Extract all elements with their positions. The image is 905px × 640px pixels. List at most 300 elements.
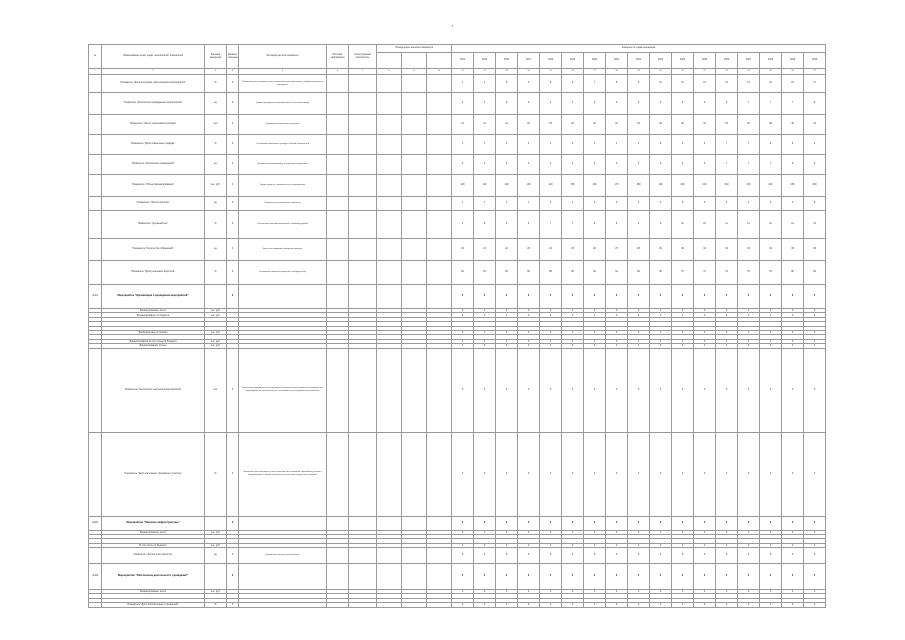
row-plan-value: [377, 115, 402, 135]
row-plan-value: [402, 135, 427, 155]
row-year-value: 0: [584, 548, 606, 564]
row-year-value: 25: [562, 239, 584, 261]
row-year-value: 0: [804, 313, 826, 317]
row-year-value: 0: [694, 348, 716, 432]
row-year-value: 2: [606, 197, 628, 211]
row-year-value: 0: [452, 590, 474, 594]
row-year-value: 34: [760, 239, 782, 261]
row-year-value: 0: [496, 309, 518, 313]
row-year-value: 4: [760, 197, 782, 211]
row-year-value: 0: [672, 530, 694, 534]
indicator-row: [89, 239, 826, 261]
row-source: [327, 75, 349, 93]
row-year-value: 0: [540, 590, 562, 594]
row-year-value: 0: [672, 564, 694, 590]
col-base-header: Базовое значение: [227, 45, 239, 69]
row-year-value: 0: [804, 543, 826, 547]
column-number: 5: [239, 69, 327, 75]
row-year-value: 11: [672, 75, 694, 93]
row-year-value: 0: [584, 603, 606, 607]
row-year-value: 3: [496, 75, 518, 93]
row-year-value: 62: [584, 261, 606, 285]
row-year-value: 0: [716, 348, 738, 432]
row-unit: тыс. руб.: [205, 344, 227, 348]
row-year-value: 7: [760, 93, 782, 115]
row-plan-value: [427, 516, 452, 530]
row-plan-value: [402, 261, 427, 285]
row-year-value: 0: [496, 330, 518, 334]
row-year-value: 0: [518, 564, 540, 590]
row-year-value: 0: [452, 564, 474, 590]
row-source: [327, 432, 349, 516]
indicator-row: [89, 348, 826, 432]
row-year-value: 2: [474, 93, 496, 115]
row-year-value: 26: [584, 239, 606, 261]
row-year-value: 6: [672, 155, 694, 175]
row-year-value: 0: [584, 285, 606, 309]
row-name: Показатель "Количество участников мероприятий": [102, 348, 205, 432]
row-year-value: 0: [518, 590, 540, 594]
row-year-value: 0: [540, 285, 562, 309]
row-year-value: 0: [496, 344, 518, 348]
row-year-value: 0: [782, 313, 804, 317]
row-executor: [349, 115, 377, 135]
row-year-value: 190: [650, 175, 672, 197]
row-year-value: 0: [628, 309, 650, 313]
row-year-value: 0: [760, 432, 782, 516]
row-plan-value: [402, 285, 427, 309]
row-plan-value: [377, 432, 402, 516]
row-source: [327, 516, 349, 530]
col-name-header: Наименование целей, задач, мероприятий, показателей: [102, 45, 205, 69]
row-year-value: 0: [694, 432, 716, 516]
row-plan-value: [377, 285, 402, 309]
row-base: 0: [227, 285, 239, 309]
row-year-value: 0: [782, 543, 804, 547]
row-year-value: 0: [540, 564, 562, 590]
row-base: 0: [227, 135, 239, 155]
row-unit: %: [205, 261, 227, 285]
indicator-row: [89, 135, 826, 155]
indicator-row: [89, 197, 826, 211]
row-year-value: 0: [518, 348, 540, 432]
column-number: 4: [227, 69, 239, 75]
row-executor: [349, 155, 377, 175]
row-year-value: 0: [760, 344, 782, 348]
row-year-value: 74: [716, 261, 738, 285]
row-year-value: 0: [716, 344, 738, 348]
row-executor: [349, 93, 377, 115]
row-unit: тыс. руб.: [205, 175, 227, 197]
row-plan-value: [402, 564, 427, 590]
row-year-value: 0: [694, 516, 716, 530]
year-header: 2025: [694, 53, 716, 69]
row-method: Показатель определяется как суммарное количество участников всех проведенных мероприятий за отчетный год на основании отчетных данных исполнителей: [239, 348, 327, 432]
row-name: Показатель "Объем финансирования": [102, 175, 205, 197]
row-year-value: 10: [452, 115, 474, 135]
row-number: [89, 197, 102, 211]
row-number: [89, 175, 102, 197]
row-year-value: 0: [606, 564, 628, 590]
row-year-value: 0: [804, 516, 826, 530]
row-year-value: 0: [540, 339, 562, 343]
row-year-value: 8: [804, 93, 826, 115]
row-year-value: 0: [496, 590, 518, 594]
row-name: Показатель "Количество проведенных мероприятий": [102, 93, 205, 115]
row-year-value: 3: [694, 197, 716, 211]
row-year-value: 0: [738, 432, 760, 516]
column-number: 26: [782, 69, 804, 75]
row-year-value: 0: [804, 330, 826, 334]
row-year-value: 0: [782, 516, 804, 530]
row-year-value: 0: [628, 530, 650, 534]
row-year-value: 6: [562, 75, 584, 93]
row-plan-value: [402, 516, 427, 530]
row-year-value: 4: [716, 197, 738, 211]
row-year-value: 0: [804, 530, 826, 534]
row-year-value: 0: [672, 309, 694, 313]
row-year-value: 0: [606, 543, 628, 547]
row-unit: тыс. руб.: [205, 330, 227, 334]
row-name: Внебюджетные источники: [102, 330, 205, 334]
row-year-value: 5: [584, 155, 606, 175]
indicator-row: [89, 93, 826, 115]
row-number: [89, 75, 102, 93]
row-year-value: 0: [694, 309, 716, 313]
col-years-group-header: Значение по годам реализации: [452, 45, 826, 53]
row-year-value: 0: [738, 344, 760, 348]
year-header: 2024: [672, 53, 694, 69]
row-unit: ед.: [205, 548, 227, 564]
row-year-value: 5: [628, 155, 650, 175]
row-year-value: 0: [584, 432, 606, 516]
row-year-value: 0: [782, 590, 804, 594]
row-year-value: 0: [738, 590, 760, 594]
row-plan-value: [377, 348, 402, 432]
row-plan-value: [377, 93, 402, 115]
row-year-value: 0: [540, 313, 562, 317]
row-name: Показатель "Количество организаций": [102, 155, 205, 175]
row-source: [327, 197, 349, 211]
row-year-value: 0: [716, 530, 738, 534]
year-header: 2020: [584, 53, 606, 69]
row-unit: ед.: [205, 93, 227, 115]
row-year-value: 0: [584, 530, 606, 534]
row-year-value: 0: [782, 564, 804, 590]
row-plan-value: [377, 75, 402, 93]
row-number: [89, 93, 102, 115]
year-header: 2021: [606, 53, 628, 69]
finance-row: [89, 603, 826, 607]
row-year-value: 34: [716, 115, 738, 135]
year-header: 2016: [496, 53, 518, 69]
row-year-value: 5: [606, 93, 628, 115]
row-executor: [349, 548, 377, 564]
row-year-value: 0: [716, 590, 738, 594]
row-year-value: 0: [452, 309, 474, 313]
row-year-value: 6: [694, 93, 716, 115]
row-year-value: 3: [672, 197, 694, 211]
row-number: [89, 135, 102, 155]
row-base: 0: [227, 564, 239, 590]
row-year-value: 0: [650, 543, 672, 547]
row-method: Сумма проведенных мероприятий за отчетный период: [239, 93, 327, 115]
row-executor: [349, 239, 377, 261]
row-year-value: 0: [606, 590, 628, 594]
row-executor: [349, 285, 377, 309]
row-executor: [349, 432, 377, 516]
row-year-value: 0: [562, 348, 584, 432]
row-method: Сумма средств, направленных на реализацию: [239, 175, 327, 197]
row-number: [89, 432, 102, 516]
row-base: 0: [227, 516, 239, 530]
row-year-value: 7: [760, 155, 782, 175]
row-year-value: 0: [474, 330, 496, 334]
row-year-value: 0: [562, 564, 584, 590]
row-year-value: 250: [782, 175, 804, 197]
row-year-value: 0: [518, 516, 540, 530]
row-year-value: 2: [452, 93, 474, 115]
row-year-value: 21: [474, 239, 496, 261]
row-year-value: 64: [606, 261, 628, 285]
row-unit: ед.: [205, 197, 227, 211]
year-header: 2026: [716, 53, 738, 69]
row-year-value: 20: [562, 115, 584, 135]
row-year-value: 0: [738, 285, 760, 309]
row-unit: %: [205, 75, 227, 93]
row-year-value: 0: [496, 516, 518, 530]
row-year-value: 27: [606, 239, 628, 261]
row-plan-value: [427, 175, 452, 197]
row-plan-value: [427, 197, 452, 211]
row-year-value: 54: [496, 261, 518, 285]
row-year-value: 3: [496, 155, 518, 175]
row-year-value: 230: [738, 175, 760, 197]
row-year-value: 0: [452, 313, 474, 317]
row-year-value: 24: [540, 239, 562, 261]
row-year-value: 0: [650, 309, 672, 313]
row-year-value: 0: [650, 432, 672, 516]
row-name: Показатель "Доля молодежи, вовлеченной в мероприятия": [102, 75, 205, 93]
row-year-value: 30: [672, 115, 694, 135]
year-header: 2017: [518, 53, 540, 69]
row-year-value: 0: [738, 516, 760, 530]
row-name: Мероприятие "Организация и проведение мероприятий": [102, 285, 205, 309]
row-executor: [349, 261, 377, 285]
row-year-value: 0: [540, 330, 562, 334]
row-year-value: 0: [716, 548, 738, 564]
row-year-value: 0: [518, 432, 540, 516]
row-year-value: 2: [584, 197, 606, 211]
row-year-value: 0: [716, 543, 738, 547]
row-unit: ед.: [205, 155, 227, 175]
row-year-value: 0: [496, 348, 518, 432]
row-year-value: 7: [584, 75, 606, 93]
row-plan-value: [427, 548, 452, 564]
row-method: Отношение охваченных граждан к общей численности: [239, 135, 327, 155]
row-year-value: 0: [782, 344, 804, 348]
row-year-value: 1: [474, 135, 496, 155]
row-year-value: 4: [518, 155, 540, 175]
row-year-value: 0: [716, 564, 738, 590]
row-year-value: 9: [804, 135, 826, 155]
row-year-value: 6: [672, 93, 694, 115]
row-year-value: 26: [628, 115, 650, 135]
row-year-value: 0: [606, 548, 628, 564]
row-year-value: 0: [540, 348, 562, 432]
row-name: Показатель "Доля охваченных граждан": [102, 135, 205, 155]
row-year-value: 40: [782, 115, 804, 135]
row-year-value: 120: [496, 175, 518, 197]
row-year-value: 0: [672, 543, 694, 547]
row-plan-value: [427, 564, 452, 590]
col-unit-header: Единица измерения: [205, 45, 227, 69]
row-year-value: 0: [782, 330, 804, 334]
row-number: [89, 211, 102, 239]
row-plan-value: [402, 548, 427, 564]
row-year-value: 0: [562, 603, 584, 607]
column-number: 1: [89, 69, 102, 75]
row-year-value: 0: [518, 339, 540, 343]
col-no-header: №: [89, 45, 102, 69]
row-year-value: 0: [694, 590, 716, 594]
row-year-value: 0: [628, 603, 650, 607]
row-year-value: 0: [518, 530, 540, 534]
row-year-value: 0: [694, 530, 716, 534]
row-year-value: 0: [672, 344, 694, 348]
row-year-value: 7: [540, 211, 562, 239]
row-year-value: 0: [474, 313, 496, 317]
row-unit: тыс. руб.: [205, 530, 227, 534]
row-year-value: 0: [628, 339, 650, 343]
row-plan-value: [427, 603, 452, 607]
row-year-value: 0: [760, 590, 782, 594]
row-year-value: 16: [782, 75, 804, 93]
column-number: 22: [694, 69, 716, 75]
row-year-value: 0: [760, 309, 782, 313]
row-year-value: 0: [672, 348, 694, 432]
row-plan-value: [377, 564, 402, 590]
column-number: 20: [650, 69, 672, 75]
column-number: 13: [496, 69, 518, 75]
row-year-value: 10: [694, 211, 716, 239]
row-year-value: 4: [562, 155, 584, 175]
row-year-value: 1: [474, 197, 496, 211]
row-year-value: 13: [716, 75, 738, 93]
row-year-value: 0: [760, 564, 782, 590]
row-year-value: 0: [760, 348, 782, 432]
year-header: 2019: [562, 53, 584, 69]
row-year-value: 1: [452, 75, 474, 93]
row-plan-value: [427, 211, 452, 239]
row-year-value: 110: [474, 175, 496, 197]
row-number: [89, 603, 102, 607]
row-plan-value: [427, 155, 452, 175]
row-year-value: 32: [716, 239, 738, 261]
row-name: Показатель "Доля населения, принявшего участие": [102, 432, 205, 516]
column-number: 9: [402, 69, 427, 75]
row-year-value: 0: [650, 330, 672, 334]
row-year-value: 0: [584, 313, 606, 317]
row-base: 0: [227, 175, 239, 197]
row-plan-value: [402, 239, 427, 261]
row-year-value: 0: [562, 548, 584, 564]
row-year-value: 0: [562, 543, 584, 547]
row-base: 0: [227, 603, 239, 607]
row-base: 0: [227, 348, 239, 432]
page-number: 7: [451, 24, 454, 28]
row-year-value: 5: [628, 135, 650, 155]
row-year-value: 0: [716, 313, 738, 317]
column-number: 7: [349, 69, 377, 75]
row-number: [89, 261, 102, 285]
row-year-value: 0: [452, 603, 474, 607]
row-executor: [349, 211, 377, 239]
row-unit: ед.: [205, 239, 227, 261]
row-number: 1.1.2: [89, 516, 102, 530]
row-year-value: 31: [694, 239, 716, 261]
row-year-value: 0: [606, 330, 628, 334]
row-executor: [349, 516, 377, 530]
row-plan-value: [427, 239, 452, 261]
row-year-value: 7: [738, 155, 760, 175]
row-year-value: 36: [804, 239, 826, 261]
row-name: Финансирование, всего: [102, 590, 205, 594]
row-name: Показатель "Число проектов": [102, 197, 205, 211]
row-year-value: 0: [606, 603, 628, 607]
row-plan-value: [377, 603, 402, 607]
row-year-value: 7: [738, 135, 760, 155]
plan-subcol-header: [377, 53, 402, 69]
row-unit: тыс. руб.: [205, 543, 227, 547]
row-year-value: 0: [804, 590, 826, 594]
row-year-value: 10: [650, 75, 672, 93]
row-year-value: 70: [672, 261, 694, 285]
col-source-header: Источник информации: [327, 45, 349, 69]
row-year-value: 2: [562, 197, 584, 211]
row-year-value: 170: [606, 175, 628, 197]
row-base: 0: [227, 432, 239, 516]
row-year-value: 42: [804, 115, 826, 135]
row-unit: тыс. руб.: [205, 309, 227, 313]
row-year-value: 0: [562, 432, 584, 516]
row-year-value: 30: [672, 239, 694, 261]
row-base: 0: [227, 75, 239, 93]
row-year-value: 76: [738, 261, 760, 285]
row-year-value: 8: [584, 211, 606, 239]
row-source: [327, 603, 349, 607]
measure-row: [89, 564, 826, 590]
row-year-value: 4: [782, 197, 804, 211]
row-year-value: 0: [650, 516, 672, 530]
row-year-value: 0: [474, 516, 496, 530]
row-year-value: 180: [628, 175, 650, 197]
row-name: Финансирование, всего: [102, 309, 205, 313]
row-year-value: 0: [606, 516, 628, 530]
row-executor: [349, 197, 377, 211]
year-header: 2027: [738, 53, 760, 69]
row-year-value: 0: [782, 348, 804, 432]
row-source: [327, 155, 349, 175]
row-year-value: 5: [452, 211, 474, 239]
row-year-value: 100: [452, 175, 474, 197]
row-year-value: 6: [672, 135, 694, 155]
row-plan-value: [377, 197, 402, 211]
row-year-value: 0: [584, 348, 606, 432]
row-year-value: 0: [672, 285, 694, 309]
row-unit: %: [205, 135, 227, 155]
col-executor-header: Ответственный исполнитель: [349, 45, 377, 69]
